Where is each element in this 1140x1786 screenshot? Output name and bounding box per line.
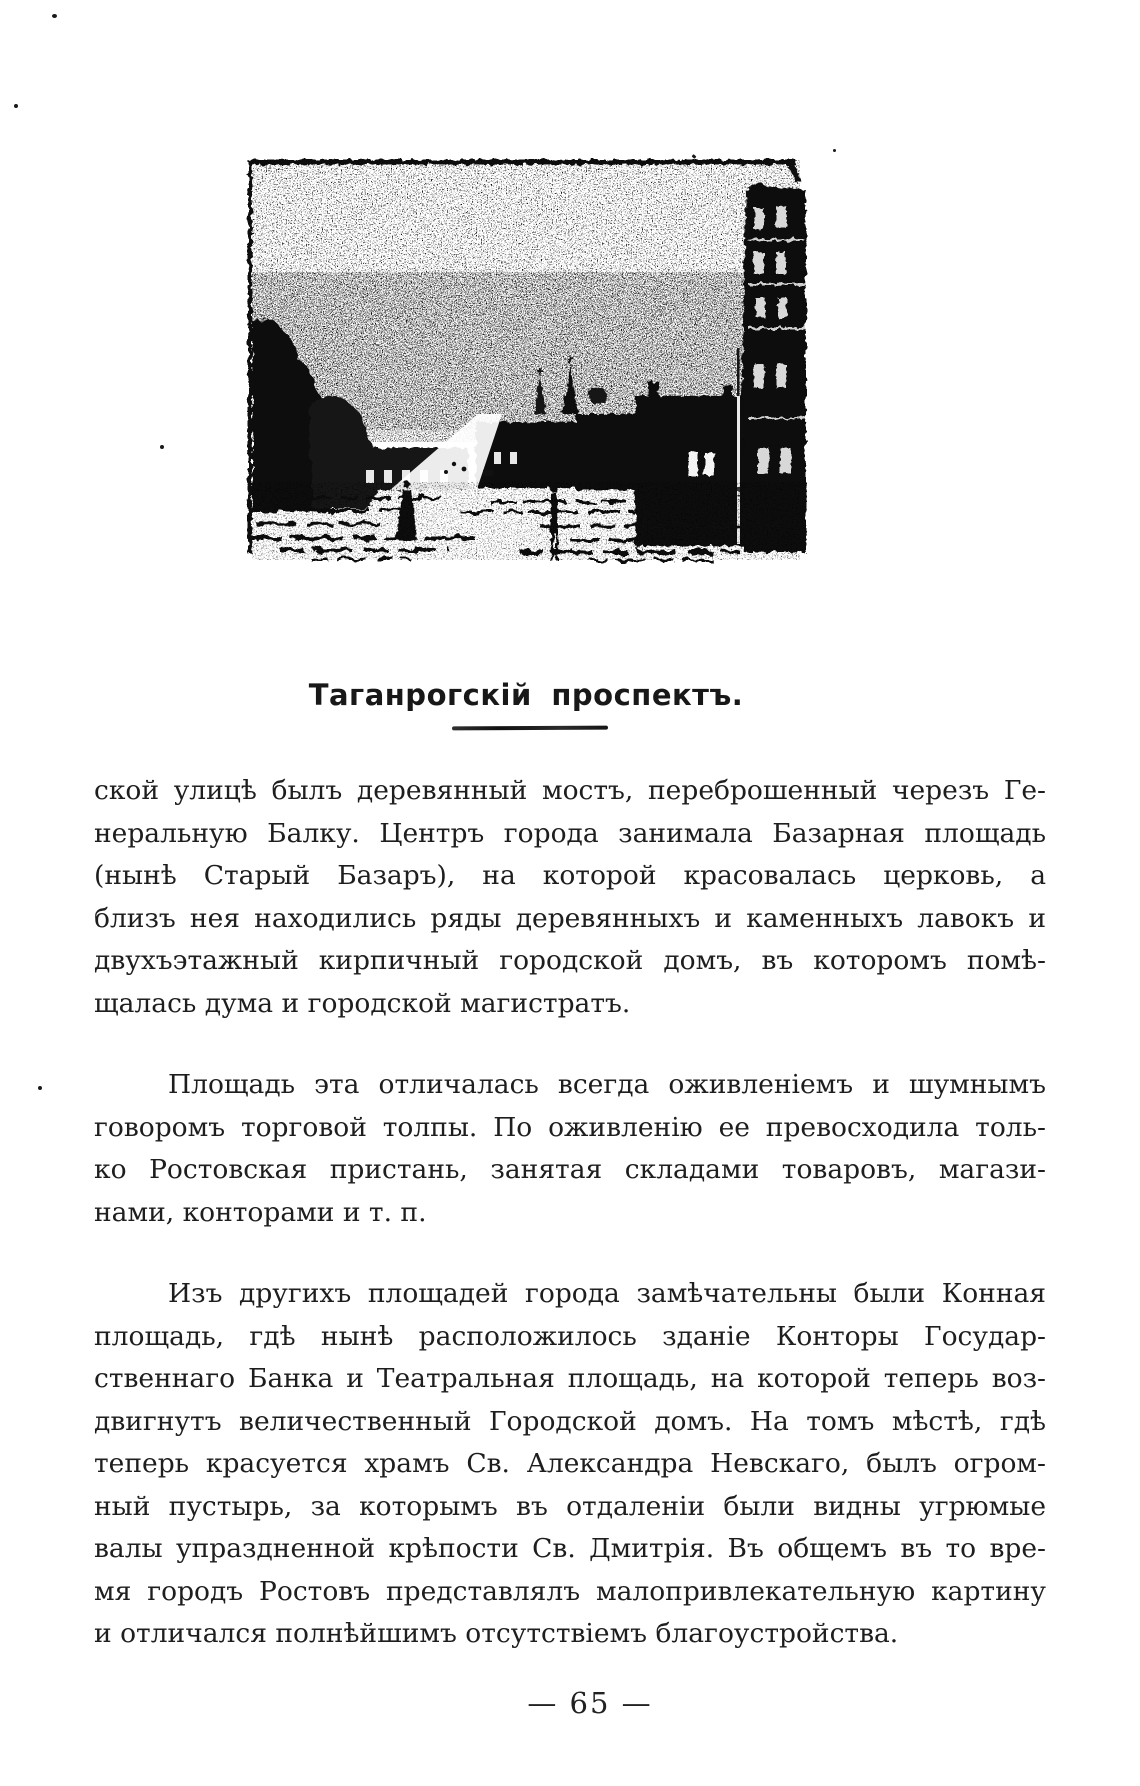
text-line: ко Ростовская пристань, занятая складами товаровъ, магази-: [94, 1154, 1046, 1185]
text-line: нами, конторами и т. п.: [94, 1196, 427, 1228]
text-line: Площадь эта отличалась всегда оживленіемъ и шумнымъ: [168, 1069, 1046, 1100]
street-scene-photo: [240, 152, 812, 564]
text-line: Изъ другихъ площадей города замѣчательны были Конная: [168, 1278, 1046, 1309]
paragraph: [94, 1273, 1046, 1656]
figure: [240, 152, 812, 564]
text-line: теперь красуется храмъ Св. Александра Невскаго, былъ огром-: [94, 1448, 1046, 1479]
scan-speck: [38, 1086, 42, 1090]
scan-speck: [52, 14, 57, 18]
text-line: двигнутъ величественный Городской домъ. На томъ мѣстѣ, гдѣ: [94, 1405, 1046, 1437]
text-block: [94, 770, 1046, 1656]
text-line: двухъэтажный кирпичный городской домъ, въ которомъ помѣ-: [94, 945, 1046, 976]
text-line: близъ нея находились ряды деревянныхъ и каменныхъ лавокъ и: [94, 902, 1046, 934]
text-line: мя городъ Ростовъ представлялъ малопривлекательную картину: [94, 1575, 1046, 1607]
text-line: неральную Балку. Центръ города занимала Базарная площадь: [94, 817, 1046, 849]
text-line: (нынѣ Старый Базаръ), на которой красовалась церковь, а: [94, 860, 1046, 891]
text-line: говоромъ торговой толпы. По оживленію ее превосходила толь-: [94, 1111, 1046, 1143]
text-line: валы упраздненной крѣпости Св. Дмитрія. Въ общемъ въ то вре-: [94, 1533, 1046, 1564]
text-line: ской улицѣ былъ деревянный мостъ, переброшенный черезъ Ге-: [94, 775, 1046, 806]
figure-caption: Таганрогскій проспектъ.: [308, 678, 744, 712]
text-line: и отличался полнѣйшимъ отсутствіемъ благоустройства.: [94, 1618, 899, 1649]
scan-speck: [833, 149, 836, 152]
scan-speck: [160, 445, 164, 449]
text-line: площадь, гдѣ нынѣ расположилось зданіе Конторы Государ-: [94, 1320, 1046, 1352]
paragraph: [94, 770, 1046, 1025]
text-line: ный пустырь, за которымъ въ отдаленіи были видны угрюмые: [94, 1490, 1046, 1522]
page-number: — 65 —: [527, 1686, 653, 1720]
text-line: щалась дума и городской магистратъ.: [94, 987, 631, 1019]
scan-speck: [14, 104, 18, 108]
text-line: ственнаго Банка и Театральная площадь, на которой теперь воз-: [94, 1363, 1046, 1394]
paragraph: [94, 1064, 1046, 1234]
section-divider: [452, 726, 608, 731]
